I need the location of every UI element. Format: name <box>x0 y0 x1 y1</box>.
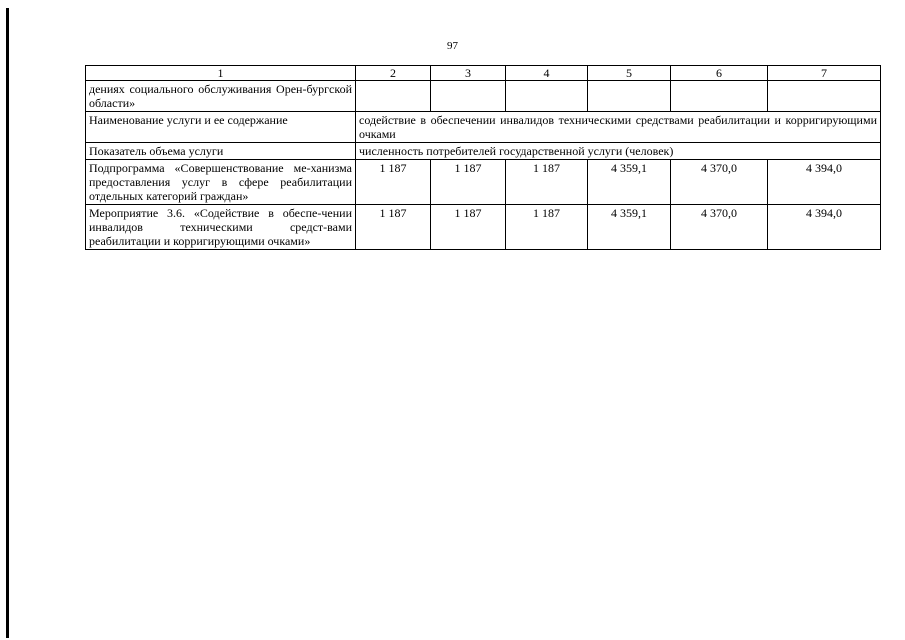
empty-cell <box>671 81 768 112</box>
value-cell: 4 359,1 <box>588 160 671 205</box>
continuation-label: дениях социального обслуживания Орен-бургской области» <box>86 81 356 112</box>
volume-indicator-row <box>86 143 881 160</box>
column-header-7: 7 <box>768 66 881 81</box>
service-name-label: Наименование услуги и ее содержание <box>86 112 356 143</box>
value-cell: 1 187 <box>506 205 588 250</box>
value-cell: 4 394,0 <box>768 160 881 205</box>
subprogram-label: Подпрограмма «Совершенствование ме-ханизма предоставления услуг в сфере реабилитации отдельных категорий граждан» <box>86 160 356 205</box>
value-cell: 1 187 <box>431 205 506 250</box>
column-header-3: 3 <box>431 66 506 81</box>
empty-cell <box>506 81 588 112</box>
service-name-value: содействие в обеспечении инвалидов техническими средствами реабилитации и корригирующими очками <box>356 112 881 143</box>
page-number: 97 <box>447 40 458 52</box>
column-header-2: 2 <box>356 66 431 81</box>
value-cell: 1 187 <box>356 160 431 205</box>
value-cell: 4 359,1 <box>588 205 671 250</box>
column-header-6: 6 <box>671 66 768 81</box>
value-cell: 4 394,0 <box>768 205 881 250</box>
table-row-subprogram <box>86 160 881 205</box>
table-header-row <box>86 66 881 81</box>
value-cell: 1 187 <box>356 205 431 250</box>
table-row-measure <box>86 205 881 250</box>
value-cell: 4 370,0 <box>671 160 768 205</box>
continuation-row <box>86 81 881 112</box>
column-header-1: 1 <box>86 66 356 81</box>
measure-label: Мероприятие 3.6. «Содействие в обеспе-чении инвалидов техническими средст-вами реабилитации и корригирующими очками» <box>86 205 356 250</box>
volume-indicator-value: численность потребителей государственной услуги (человек) <box>356 143 881 160</box>
value-cell: 4 370,0 <box>671 205 768 250</box>
volume-indicator-label: Показатель объема услуги <box>86 143 356 160</box>
scan-edge-line <box>6 8 9 638</box>
empty-cell <box>588 81 671 112</box>
budget-table <box>85 65 881 250</box>
empty-cell <box>356 81 431 112</box>
value-cell: 1 187 <box>431 160 506 205</box>
value-cell: 1 187 <box>506 160 588 205</box>
service-name-row <box>86 112 881 143</box>
column-header-5: 5 <box>588 66 671 81</box>
column-header-4: 4 <box>506 66 588 81</box>
empty-cell <box>768 81 881 112</box>
empty-cell <box>431 81 506 112</box>
